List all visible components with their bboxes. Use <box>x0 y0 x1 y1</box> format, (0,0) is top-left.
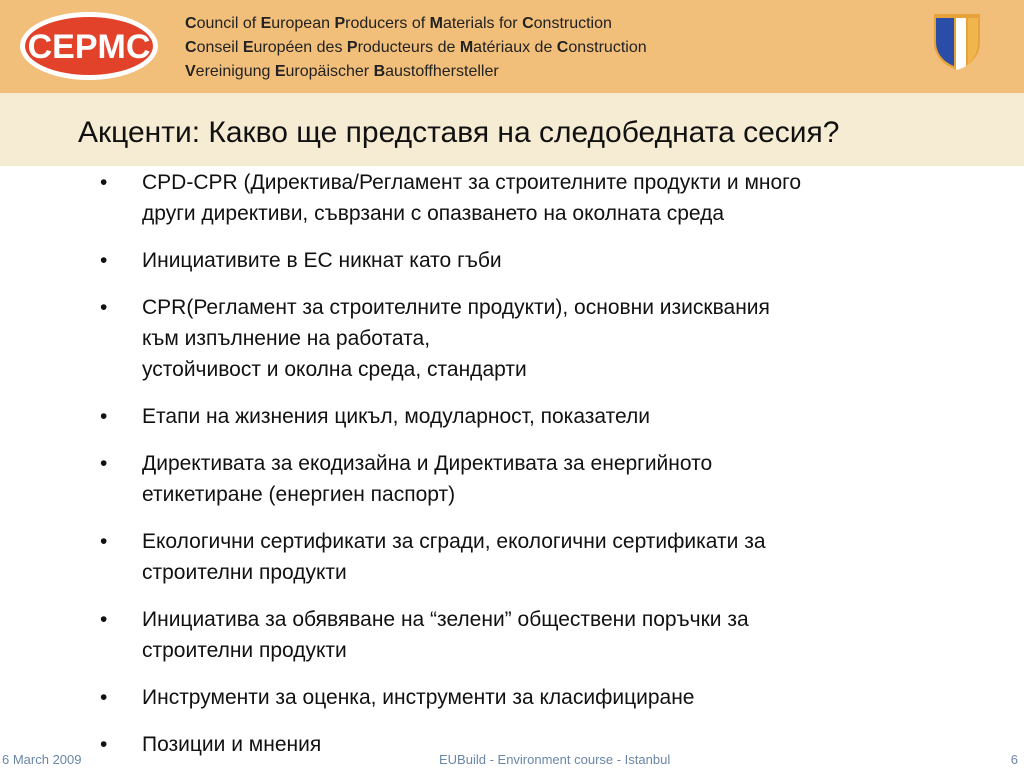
bullet-text-line: Инициатива за обявяване на “зелени” обществени поръчки за <box>142 608 749 631</box>
logo-text: CEPMC <box>27 28 151 66</box>
org-word-rest: aterials for <box>442 15 523 32</box>
org-name-line <box>185 12 647 36</box>
org-initial: V <box>185 63 196 80</box>
org-initial: E <box>242 39 254 56</box>
bullet-text-line: CPR(Регламент за строителните продукти), основни изисквания <box>142 296 770 319</box>
org-initial: B <box>373 63 386 80</box>
org-initial: C <box>185 15 197 32</box>
bullet-text-line: Инициативите в ЕС никнат като гъби <box>142 249 502 272</box>
org-word-rest: austoffhersteller <box>385 63 499 80</box>
shield-logo-icon <box>930 8 984 72</box>
org-name-line <box>185 60 647 84</box>
footer-page-number: 6 <box>1010 752 1018 767</box>
org-word-rest: uropéen des <box>253 39 347 56</box>
bullet-dot-icon: • <box>100 608 108 631</box>
org-initial: C <box>556 39 569 56</box>
bullet-text-line: Директивата за екодизайна и Директивата за енергийното <box>142 452 713 475</box>
org-initial: P <box>346 39 358 56</box>
footer-date: 6 March 2009 <box>2 752 82 767</box>
org-initial: C <box>185 39 197 56</box>
bullet-dot-icon: • <box>100 530 108 553</box>
bullet-text-line: етикетиране (енергиен паспорт) <box>142 483 456 506</box>
org-word-rest: onseil <box>196 39 243 56</box>
bullet-dot-icon: • <box>100 296 108 319</box>
footer-course: EUBuild - Environment course - Istanbul <box>439 752 671 767</box>
org-word-rest: atériaux de <box>473 39 557 56</box>
bullet-item <box>100 292 970 385</box>
bullet-item <box>100 401 970 432</box>
bullet-dot-icon: • <box>100 452 108 475</box>
bullet-text-line: Инструменти за оценка, инструменти за класифициране <box>142 686 695 709</box>
bullet-text-line: Екологични сертификати за сгради, екологични сертификати за <box>142 530 766 553</box>
org-word-rest: uropäischer <box>285 63 374 80</box>
cepmc-logo <box>18 10 160 82</box>
slide-title: Акценти: Какво ще представя на следобедната сесия? <box>78 116 840 149</box>
bullet-item <box>100 245 970 276</box>
bullet-text-line: строителни продукти <box>142 639 347 662</box>
bullet-item <box>100 526 970 588</box>
org-initial: M <box>459 39 474 56</box>
bullet-dot-icon: • <box>100 405 108 428</box>
header-band <box>0 0 1024 93</box>
bullet-text-line: Етапи на жизнения цикъл, модуларност, показатели <box>142 405 650 428</box>
org-initial: C <box>522 15 534 32</box>
bullet-item <box>100 448 970 510</box>
org-word-rest: ouncil of <box>196 15 261 32</box>
bullet-text-line: Позиции и мнения <box>142 733 322 756</box>
org-initial: P <box>334 15 346 32</box>
bullet-dot-icon: • <box>100 733 108 756</box>
bullet-text-line: строителни продукти <box>142 561 347 584</box>
bullet-dot-icon: • <box>100 249 108 272</box>
organization-names <box>185 12 647 84</box>
org-name-line <box>185 36 647 60</box>
bullet-item <box>100 167 970 229</box>
bullet-text-line: CPD-CPR (Директива/Регламент за строителните продукти и много <box>142 171 802 194</box>
org-word-rest: roducers of <box>345 15 430 32</box>
bullet-dot-icon: • <box>100 171 108 194</box>
bullet-dot-icon: • <box>100 686 108 709</box>
bullet-text-line: към изпълнение на работата, <box>142 327 431 350</box>
org-initial: M <box>429 15 443 32</box>
org-initial: E <box>260 15 272 32</box>
bullet-text-line: други директиви, съврзани с опазването на околната среда <box>142 202 725 225</box>
bullet-item <box>100 682 970 713</box>
org-initial: E <box>274 63 286 80</box>
org-word-rest: onstruction <box>533 15 612 32</box>
bullet-list <box>100 167 970 776</box>
bullet-text-line: устойчивост и околна среда, стандарти <box>142 358 527 381</box>
org-word-rest: uropean <box>271 15 335 32</box>
org-word-rest: ereinigung <box>195 63 275 80</box>
org-word-rest: roducteurs de <box>357 39 460 56</box>
bullet-item <box>100 604 970 666</box>
org-word-rest: onstruction <box>568 39 647 56</box>
